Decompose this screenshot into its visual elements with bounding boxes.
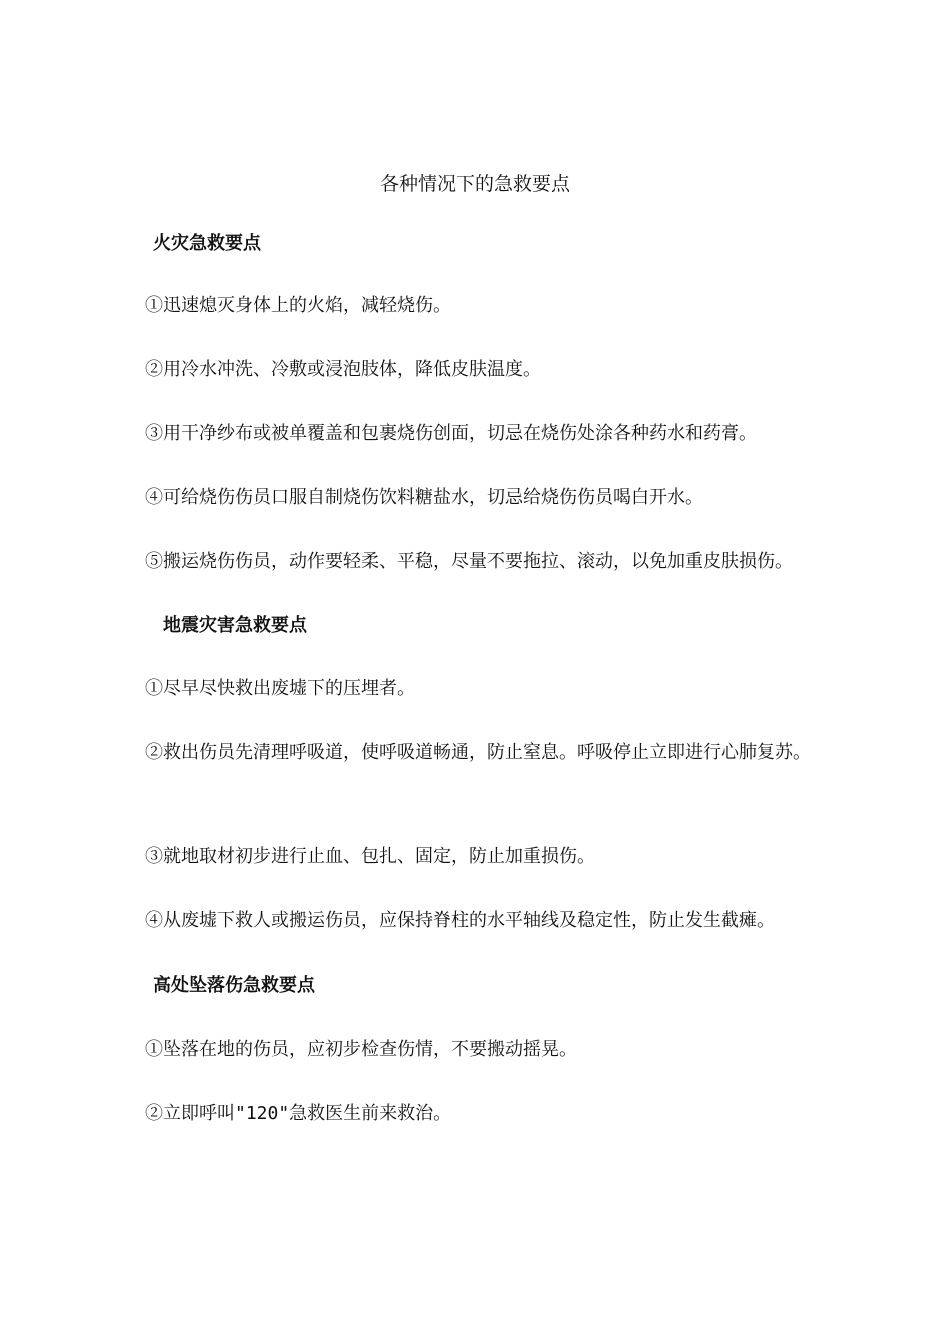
section-heading-earthquake: 地震灾害急救要点 — [163, 615, 307, 636]
list-item: ①迅速熄灭身体上的火焰，减轻烧伤。 — [145, 295, 451, 316]
section-heading-fall-injury: 高处坠落伤急救要点 — [153, 975, 315, 996]
document-title: 各种情况下的急救要点 — [379, 173, 570, 195]
section-heading-fire: 火灾急救要点 — [153, 233, 261, 254]
list-item: ②救出伤员先清理呼吸道，使呼吸道畅通，防止窒息。呼吸停止立即进行心肺复苏。 — [145, 742, 811, 763]
list-item: ①尽早尽快救出废墟下的压埋者。 — [145, 678, 415, 699]
list-item: ④从废墟下救人或搬运伤员，应保持脊柱的水平轴线及稳定性，防止发生截瘫。 — [145, 910, 775, 931]
list-item: ②立即呼叫"120"急救医生前来救治。 — [145, 1103, 452, 1124]
list-item: ⑤搬运烧伤伤员，动作要轻柔、平稳，尽量不要拖拉、滚动，以免加重皮肤损伤。 — [145, 551, 793, 572]
list-item: ④可给烧伤伤员口服自制烧伤饮料糖盐水，切忌给烧伤伤员喝白开水。 — [145, 487, 703, 508]
list-item: ③就地取材初步进行止血、包扎、固定，防止加重损伤。 — [145, 846, 595, 867]
list-item: ②用冷水冲洗、冷敷或浸泡肢体，降低皮肤温度。 — [145, 359, 541, 380]
list-item: ③用干净纱布或被单覆盖和包裹烧伤创面，切忌在烧伤处涂各种药水和药膏。 — [145, 423, 757, 444]
list-item: ①坠落在地的伤员，应初步检查伤情，不要搬动摇晃。 — [145, 1039, 577, 1060]
